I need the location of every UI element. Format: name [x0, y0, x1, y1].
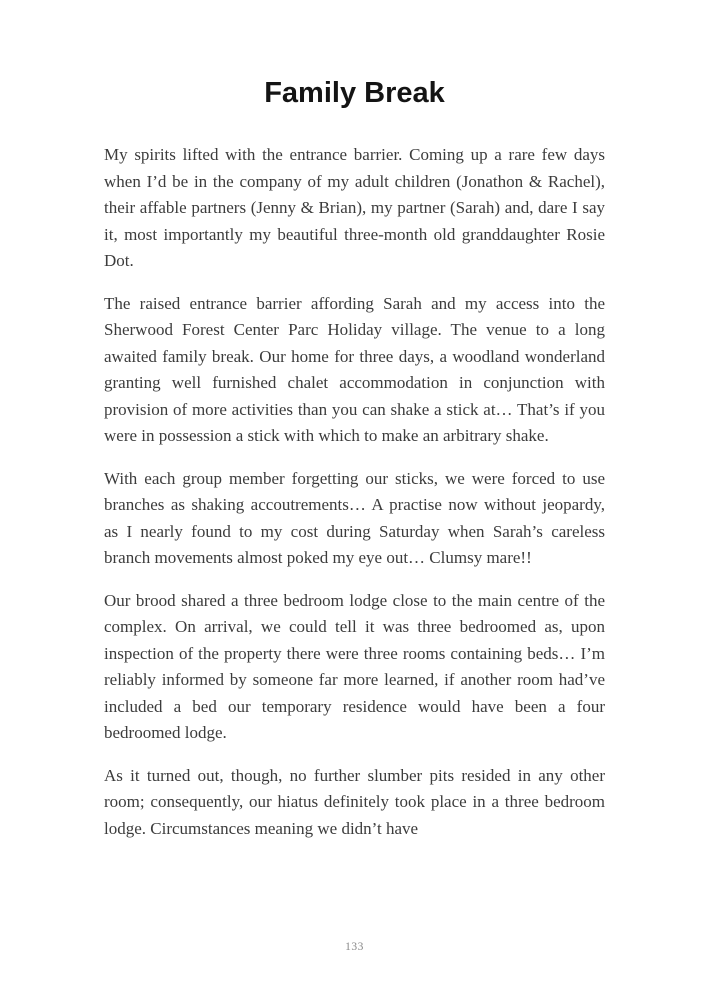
chapter-title: Family Break: [264, 77, 445, 109]
body-text: [104, 142, 605, 842]
paragraph-4: Our brood shared a three bedroom lodge close to the main centre of the complex. On arrival, we could tell it was three bedroomed as, upon inspection of the property there were three rooms containing beds… I’m reliably informed by someone far more learned, if another room had’ve included a bed our temporary residence would have been a four bedroomed lodge.: [104, 590, 605, 742]
paragraph-2: The raised entrance barrier affording Sarah and my access into the Sherwood Forest Center Parc Holiday village. The venue to a long awaited family break. Our home for three days, a woodland wonderland granting well furnished chalet accommodation in conjunction with provision of more activities than you can shake a stick at… That’s if you were in possession a stick with which to make an arbitrary shake.: [104, 293, 605, 445]
paragraph-1: My spirits lifted with the entrance barrier. Coming up a rare few days when I’d be in the company of my adult children (Jonathon & Rachel), their affable partners (Jenny & Brian), my partner (Sarah) and, dare I say it, most importantly my beautiful three-month old granddaughter Rosie Dot.: [104, 145, 605, 270]
paragraph-3: With each group member forgetting our sticks, we were forced to use branches as shaking accoutrements… A practise now without jeopardy, as I nearly found to my cost during Saturday when Sarah’s careless branch movements almost poked my eye out… Clumsy mare!!: [104, 468, 605, 567]
paragraph-5: As it turned out, though, no further slumber pits resided in any other room; consequently, our hiatus definitely took place in a three bedroom lodge. Circumstances meaning we didn’t have: [104, 765, 605, 838]
page-number: 133: [345, 941, 364, 953]
